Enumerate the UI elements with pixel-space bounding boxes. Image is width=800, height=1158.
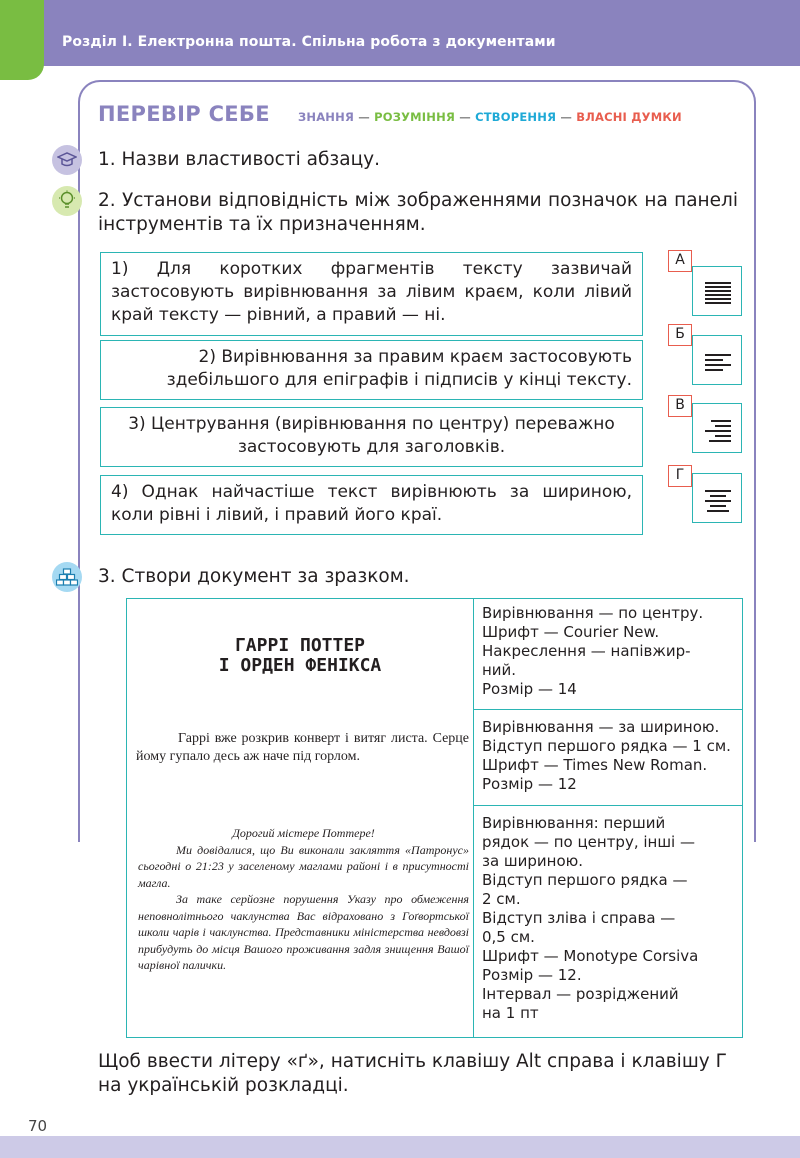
format-note-1: Вирівнювання — по центру. Шрифт — Courier New. Накреслення — напівжир- ний. Розмір — 14 bbox=[482, 604, 704, 698]
question-2: 2. Установи відповідність між зображеннями позначок на панелі інструментів та їх призначенням. bbox=[98, 190, 738, 235]
align-left-icon bbox=[692, 335, 742, 385]
format-note-3: Вирівнювання: перший рядок — по центру, інші — за шириною. Відступ першого рядка — 2 см. Відступ зліва і справа — 0,5 см. Шрифт — Monotype Corsiva Розмір — 12. Інтервал — розріджений на 1 пт bbox=[482, 814, 699, 1022]
statement-2: 2) Вирівнювання за правим краєм застосовують здебільшого для епіграфів і підписів у кінці тексту. bbox=[100, 340, 643, 400]
sample-body-text: Гаррі вже розкрив конверт і витяг листа. Серце йому гупало десь аж наче під горлом. bbox=[136, 731, 469, 764]
question-3: 3. Створи документ за зразком. bbox=[98, 566, 410, 587]
subtitle-understanding: РОЗУМІННЯ bbox=[374, 110, 455, 124]
align-center-icon bbox=[692, 473, 742, 523]
letter-paragraph-2: За таке серйозне порушення Указу про обмеження неповнолітнього чаклунства Вас відраховано з Гоґвортської школи чарів і чаклунства. Представники міністерства невдовзі прибудуть до місця Вашого проживання задля знищення Вашої чарівної палички. bbox=[138, 892, 469, 972]
label-v: В bbox=[668, 395, 692, 417]
table-row-divider bbox=[473, 709, 743, 710]
keyboard-tip: Щоб ввести літеру «ґ», натисніть клавішу Alt справа і клавішу Г на українській розкладці. bbox=[98, 1051, 727, 1096]
align-justify-icon bbox=[692, 266, 742, 316]
format-note-2: Вирівнювання — за шириною. Відступ першого рядка — 1 см. Шрифт — Times New Roman. Розмір — 12 bbox=[482, 718, 731, 793]
statement-3: 3) Центрування (вирівнювання по центру) переважно застосовують для заголовків. bbox=[100, 407, 643, 467]
subtitle-knowledge: ЗНАННЯ bbox=[298, 110, 354, 124]
section-title: ПЕРЕВІР СЕБЕ bbox=[98, 102, 270, 126]
blocks-icon bbox=[52, 562, 82, 592]
chapter-tab bbox=[0, 0, 44, 80]
letter-greeting: Дорогий містере Поттере! bbox=[232, 826, 375, 840]
statement-4: 4) Однак найчастіше текст вирівнюють за шириною, коли рівні і лівий, і правий його краї. bbox=[100, 475, 643, 535]
sample-letter bbox=[138, 825, 469, 974]
lightbulb-icon bbox=[52, 186, 82, 216]
statement-1: 1) Для коротких фрагментів тексту зазвичай застосовують вирівнювання за лівим краєм, коли лівий край тексту — рівний, а правий — ні. bbox=[100, 252, 643, 336]
footer-bar bbox=[0, 1136, 800, 1158]
chapter-title: Розділ І. Електронна пошта. Спільна робота з документами bbox=[62, 34, 556, 50]
subtitle-creation: СТВОРЕННЯ bbox=[475, 110, 557, 124]
align-right-icon bbox=[692, 403, 742, 453]
label-b: Б bbox=[668, 324, 692, 346]
subtitle-own-thoughts: ВЛАСНІ ДУМКИ bbox=[576, 110, 682, 124]
label-a: А bbox=[668, 250, 692, 272]
header-bar bbox=[0, 0, 800, 66]
section-subtitle: ЗНАННЯ — РОЗУМІННЯ — СТВОРЕННЯ — ВЛАСНІ ДУМКИ bbox=[298, 110, 682, 124]
letter-paragraph-1: Ми довідалися, що Ви виконали закляття «Патронус» сьогодні о 21:23 у заселеному маглами районі і в присутності магла. bbox=[138, 842, 469, 890]
sample-book-title: ГАРРІ ПОТТЕР І ОРДЕН ФЕНІКСА bbox=[218, 635, 382, 676]
table-divider bbox=[473, 598, 474, 1038]
question-1: 1. Назви властивості абзацу. bbox=[98, 149, 380, 170]
label-g: Г bbox=[668, 465, 692, 487]
page-number: 70 bbox=[28, 1117, 48, 1135]
graduation-cap-icon bbox=[52, 145, 82, 175]
table-row-divider bbox=[473, 805, 743, 806]
